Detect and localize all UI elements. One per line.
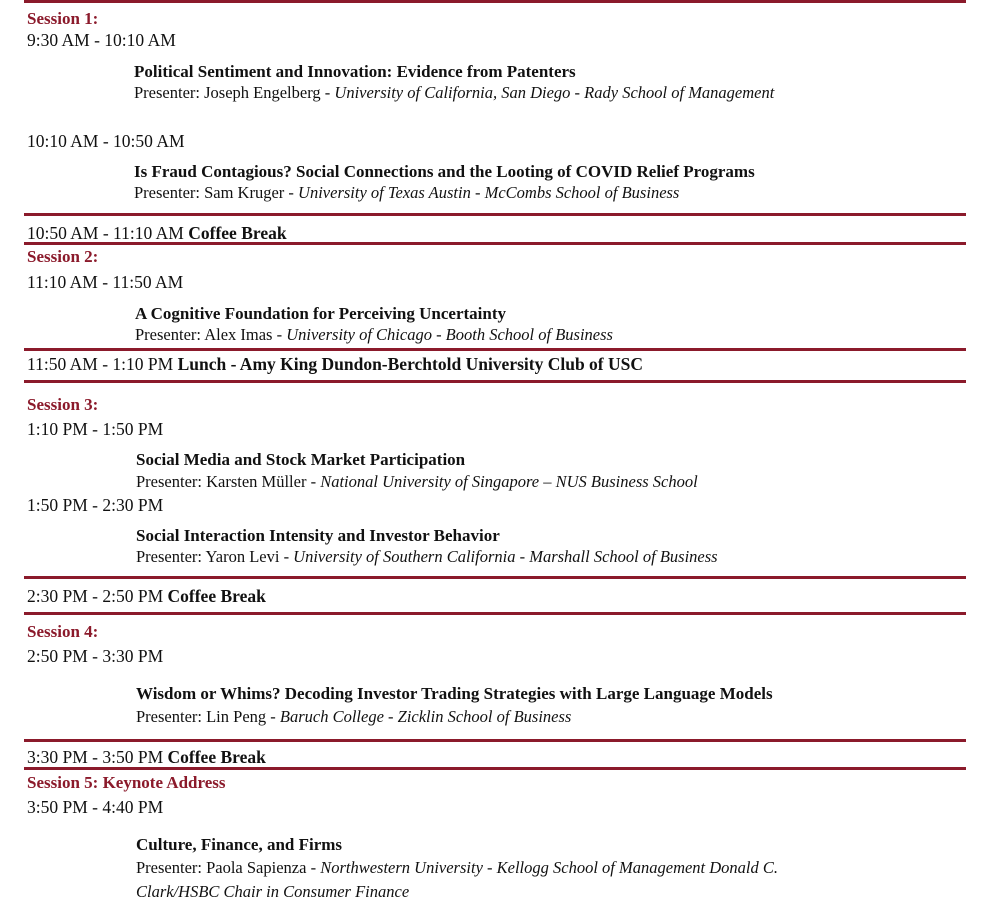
talk-presenter [136,474,698,491]
presenter-affiliation: - National University of Singapore – NUS Business School [306,472,698,491]
presenter-affiliation: - University of Southern California - Marshall School of Business [279,547,718,566]
divider [24,380,966,383]
break-row [27,225,287,243]
talk-presenter [136,860,778,877]
talk-presenter [136,549,718,566]
break-label: Coffee Break [188,223,287,243]
presenter-name: Presenter: Sam Kruger [134,183,285,202]
break-label: Coffee Break [167,747,266,767]
talk-title: Social Interaction Intensity and Investor Behavior [136,526,500,545]
session-heading: Session 3: [27,395,99,414]
presenter-name: Presenter: Karsten Müller [136,472,307,491]
presenter-name: Presenter: Yaron Levi [136,547,280,566]
presenter-affiliation: - Northwestern University - Kellogg School of Management Donald C. [306,858,779,877]
session-heading: Session 5: Keynote Address [27,773,226,792]
break-row [27,588,266,606]
break-time: 11:50 AM - 1:10 PM [27,354,174,374]
presenter-name: Presenter: Joseph Engelberg [134,83,321,102]
break-row [27,356,643,374]
talk-time: 1:50 PM - 2:30 PM [27,495,164,515]
talk-time: 9:30 AM - 10:10 AM [27,30,176,50]
talk-title: Social Media and Stock Market Participation [136,450,466,469]
talk-presenter [136,709,571,726]
presenter-affiliation: - Baruch College - Zicklin School of Business [266,707,572,726]
break-time: 3:30 PM - 3:50 PM [27,747,164,767]
session-heading: Session 1: [27,9,99,28]
break-label: Lunch - Amy King Dundon-Berchtold University Club of USC [177,354,644,374]
presenter-affiliation: - University of Chicago - Booth School of Business [272,325,613,344]
divider [24,576,966,579]
presenter-name: Presenter: Alex Imas [135,325,273,344]
session-heading: Session 2: [27,247,99,266]
break-label: Coffee Break [167,586,266,606]
presenter-name: Presenter: Paola Sapienza [136,858,307,877]
divider [24,767,966,770]
talk-title: Culture, Finance, and Firms [136,835,343,854]
presenter-affiliation: - University of California, San Diego - Rady School of Management [320,83,775,102]
talk-presenter [134,185,679,202]
divider [24,213,966,216]
divider [24,739,966,742]
talk-time: 1:10 PM - 1:50 PM [27,419,164,439]
presenter-affiliation: - University of Texas Austin - McCombs School of Business [284,183,680,202]
talk-time: 3:50 PM - 4:40 PM [27,797,164,817]
talk-time: 11:10 AM - 11:50 AM [27,272,184,292]
break-time: 2:30 PM - 2:50 PM [27,586,164,606]
break-row [27,749,266,767]
talk-presenter [135,327,613,344]
talk-title: A Cognitive Foundation for Perceiving Uncertainty [135,304,506,323]
talk-presenter-continued [136,884,409,901]
divider [24,0,966,3]
divider [24,612,966,615]
talk-title: Political Sentiment and Innovation: Evidence from Patenters [134,62,576,81]
talk-title: Is Fraud Contagious? Social Connections and the Looting of COVID Relief Programs [134,162,755,181]
talk-title: Wisdom or Whims? Decoding Investor Trading Strategies with Large Language Models [136,684,773,703]
break-time: 10:50 AM - 11:10 AM [27,223,184,243]
talk-time: 2:50 PM - 3:30 PM [27,646,164,666]
divider [24,348,966,351]
session-heading: Session 4: [27,622,99,641]
presenter-affiliation-line2: Clark/HSBC Chair in Consumer Finance [136,882,410,901]
talk-presenter [134,85,774,102]
talk-time: 10:10 AM - 10:50 AM [27,131,185,151]
presenter-name: Presenter: Lin Peng [136,707,267,726]
